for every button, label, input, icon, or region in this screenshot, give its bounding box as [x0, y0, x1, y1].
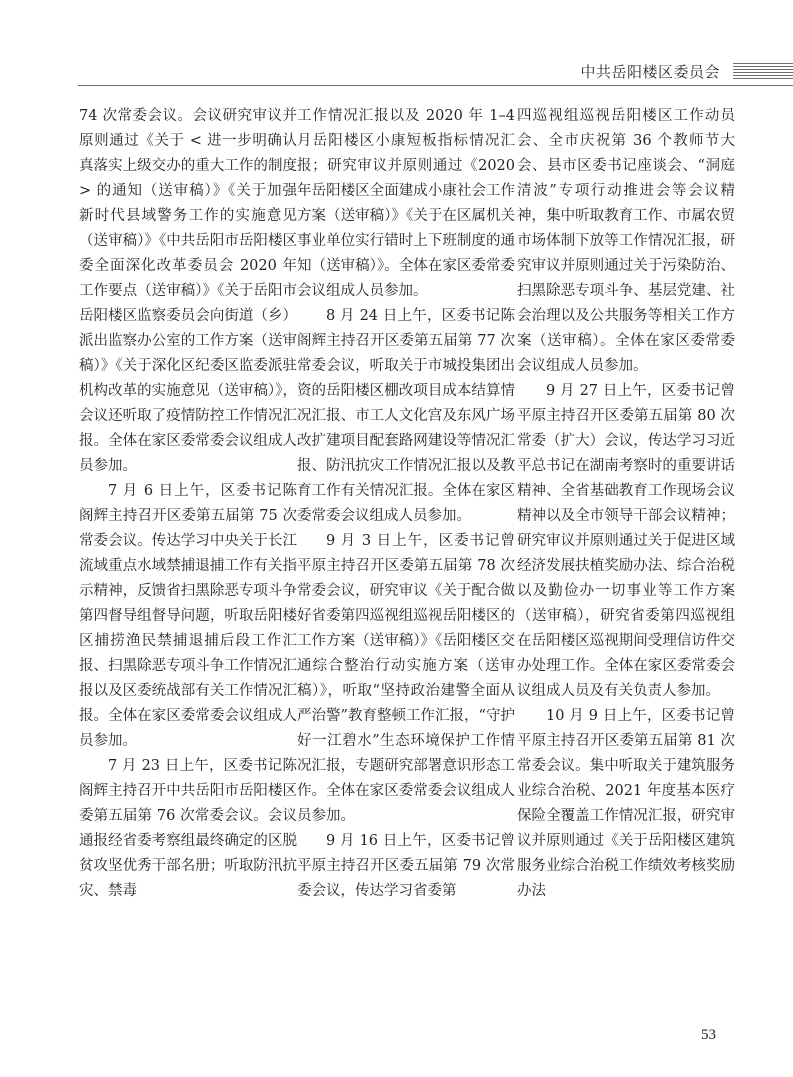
paragraph: 四巡视组巡视岳阳楼区工作动员会、全市庆祝第 36 个教师节大会、县市区委书记座谈会、“洞庭清波”专项行动推进会等会议精神，集中听取教育工作、市属农贸市场体制下放等工作情况汇报，研究审议并原则通过关于污染防治、扫黑除恶专项斗争、基层党建、社会治理以及公共服务等相关工作方案（送审稿）。全体在家区委常委会议组成人员参加。 [517, 108, 735, 374]
header-rule [78, 85, 793, 86]
paragraph: 9 月 16 日上午，区委书记曾平原主持召开区委五届第 79 次常委会议，传达学习省委第 [297, 833, 515, 899]
text-column-2 [297, 104, 515, 904]
paragraph: 9 月 27 日上午，区委书记曾平原主持召开区委第五届第 80 次常委（扩大）会议，传达学习习近平总书记在湖南考察时的重要讲话精神、全省基础教育工作现场会议精神以及全市领导干部会议精神；研究审议并原则通过关于促进区域经济发展扶植奖励办法、综合治税以及勤俭办一切事业等工作方案（送审稿），研究省委第四巡视组在岳阳楼区巡视期间受理信访件交办处理工作。全体在家区委常委会议组成人员及有关负责人参加。 [517, 383, 735, 699]
header-title: 中共岳阳楼区委员会 [580, 63, 720, 81]
running-header [0, 58, 793, 86]
paragraph: 74 次常委会议。会议研究审议并原则通过《关于 < 进一步明确认真落实上级交办的重大工作的制度 > 的通知（送审稿）》《关于加强新时代县域警务工作的实施意见（送审稿）》《中共岳阳市岳阳楼区委全面深化改革委员会 2020 年工作要点（送审稿）》《关于岳阳市岳阳楼区监察委员会向街道（乡）派出监察办公室的工作方案（送审稿）》《关于深化区纪委区监委派驻机构改革的实施意见（送审稿）》，会议还听取了疫情防控工作情况汇报。全体在家区委常委会议组成人员参加。 [79, 108, 297, 474]
paragraph: 7 月 23 日上午，区委书记陈阁辉主持召开中共岳阳市岳阳楼区委第五届第 76 次常委会议。会议通报经省委考察组最终确定的区脱贫攻坚优秀干部名册；听取防汛抗灾、禁毒 [79, 758, 297, 899]
paragraph: 10 月 9 日上午，区委书记曾平原主持召开区委第五届第 81 次常委会议。集中听取关于建筑服务业综合治税、2021 年度基本医疗保险全覆盖工作情况汇报，研究审议并原则通过《关于岳阳楼区建筑服务业综合治税工作绩效考核奖励办法 [517, 708, 735, 899]
paragraph: 8 月 24 日上午，区委书记陈阁辉主持召开区委第五届第 77 次常委会议，听取关于市城投集团出资的岳阳楼区棚改项目成本结算情况汇报、市工人文化宫及东风广场改扩建项目配套路网建设等情况汇报、防汛抗灾工作情况汇报以及教育工作有关情况汇报。全体在家区委常委会议组成人员参加。 [297, 308, 515, 524]
header-decoration-stripes [733, 63, 793, 79]
page-number: 53 [701, 1027, 716, 1043]
text-column-3 [517, 104, 735, 904]
text-column-1 [79, 104, 297, 904]
paragraph: 7 月 6 日上午，区委书记陈阁辉主持召开区委第五届第 75 次常委会议。传达学习中央关于长江流域重点水域禁捕退捕工作有关指示精神，反馈省扫黑除恶专项斗争第四督导组督导问题，听取岳阳楼区捕捞渔民禁捕退捕后段工作汇报、扫黑除恶专项斗争工作情况汇报以及区委统战部有关工作情况汇报。全体在家区委常委会议组成人员参加。 [79, 483, 297, 749]
paragraph: 工作情况汇报以及 2020 年 1–4 月岳阳楼区小康短板指标情况汇报；研究审议并原则通过《2020 年岳阳楼区全面建成小康社会工作方案（送审稿）》《关于在区属机关事业单位实行错时上下班制度的通知（送审稿）》。全体在家区委常委会议组成人员参加。 [297, 108, 515, 299]
paragraph: 9 月 3 日上午，区委书记曾平原主持召开区委第五届第 78 次常委会议，研究审议《关于配合做好省委第四巡视组巡视岳阳楼区的工作方案（送审稿）》《岳阳楼区交通综合整治行动实施方案（送审稿）》，听取“坚持政治建警全面从严治警”教育整顿工作汇报，“守护好一江碧水”生态环境保护工作情况汇报，专题研究部署意识形态工作。全体在家区委常委会议组成人员参加。 [297, 533, 515, 824]
